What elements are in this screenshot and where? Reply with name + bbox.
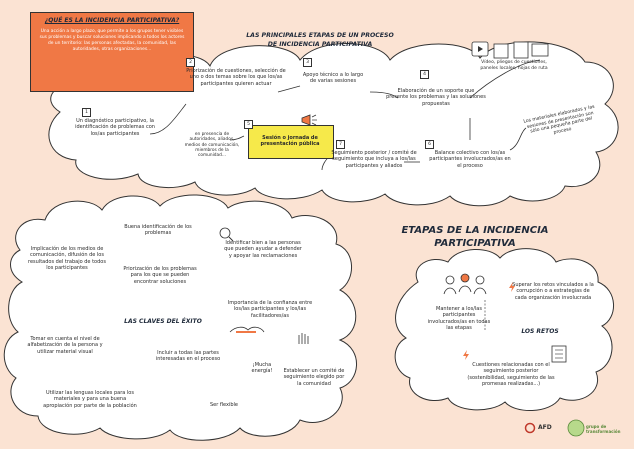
media-note: Vídeo, pliegos de cuestiones, paneles locales, hojas de ruta bbox=[480, 60, 548, 71]
afd-logo-icon bbox=[524, 422, 536, 434]
people-group-icon bbox=[440, 272, 490, 302]
media-icons bbox=[470, 38, 550, 60]
step-5-number: 5 bbox=[244, 120, 253, 129]
raised-hands-icon bbox=[296, 330, 312, 346]
stages-title-line1: ETAPAS DE LA INCIDENCIA bbox=[401, 225, 549, 236]
challenge-involvement: Mantener a los/las participantes involucrados/as en todas las etapas bbox=[427, 306, 491, 331]
magnifier-icon bbox=[218, 226, 234, 242]
step-3-number: 3 bbox=[303, 58, 312, 67]
step-7-number: 7 bbox=[336, 140, 345, 149]
key-local-languages: Utilizar las lenguas locales para los materiales y para una buena apropiación por parte de la población bbox=[43, 390, 137, 409]
challenge-corruption: Superar los retos vinculados a la corrupción o a estrategias de cada organización involucrada bbox=[512, 282, 594, 301]
map-icon bbox=[532, 44, 548, 56]
lightning-icon bbox=[508, 282, 516, 292]
lightning-icon-2 bbox=[462, 350, 470, 360]
process-title-line2: DE INCIDENCIA PARTICIPATIVA bbox=[267, 40, 373, 48]
step-2-text: Priorización de cuestiones, selección de uno o dos temas sobre los que los/as participantes quieren actuar bbox=[186, 68, 286, 87]
process-title-line1: LAS PRINCIPALES ETAPAS DE UN PROCESO bbox=[246, 32, 394, 39]
key-include-stakeholders: Incluir a todas las partes interesadas en el proceso bbox=[155, 350, 221, 363]
step-3-text: Apoyo técnico a lo largo de varias sesiones bbox=[302, 72, 364, 85]
panel-icon bbox=[514, 42, 528, 58]
key-prioritization: Priorización de los problemas para los que se pueden encontrar soluciones bbox=[123, 266, 197, 285]
step-4-number: 4 bbox=[420, 70, 429, 79]
keys-title: LAS CLAVES DEL ÉXITO bbox=[124, 318, 202, 325]
challenge-follow-up: Cuestiones relacionadas con el seguimiento posterior (sostenibilidad, seguimiento de las promesas realizadas...) bbox=[467, 362, 555, 387]
step-1-text: Un diagnóstico participativo, la identificación de problemas con los/as participantes bbox=[75, 118, 155, 137]
intro-box bbox=[30, 12, 194, 92]
key-identify-allies: Identificar bien a las personas que pueden ayudar a defender y apoyar las reclamaciones bbox=[224, 240, 302, 259]
stages-title-line2: PARTICIPATIVA bbox=[434, 238, 516, 249]
key-problem-identification: Buena identificación de los problemas bbox=[124, 224, 192, 237]
key-energy: ¡Mucha energía! bbox=[251, 362, 273, 375]
key-flexible: Ser flexible bbox=[209, 402, 239, 408]
key-trust: Importancia de la confianza entre los/las participantes y los/las facilitadores/as bbox=[227, 300, 313, 319]
step-7-text: Seguimiento posterior / comité de seguimiento que incluya a los/las participantes y aliados bbox=[331, 150, 417, 169]
key-literacy: Tomar en cuenta el nivel de alfabetización de la persona y utilizar material visual bbox=[27, 336, 103, 355]
step-5-text: Sesión o jornada de presentación pública bbox=[260, 135, 320, 148]
document-icon bbox=[494, 44, 508, 58]
step-6-text: Balance colectivo con los/as participantes involucrados/as en el proceso bbox=[429, 150, 511, 169]
partner-logo-icon bbox=[566, 418, 586, 438]
handshake-icon bbox=[226, 318, 266, 340]
challenges-title: LOS RETOS bbox=[521, 328, 559, 335]
afd-logo-text: AFD bbox=[538, 424, 552, 431]
intro-text: Una acción a largo plazo, que permite a los grupos tener visibles sus problemas y buscar soluciones implicando a todos los actores de un territorio: las personas afectadas, la comunidad, las autoridades, otras organizaciones... bbox=[39, 29, 185, 52]
megaphone-icon bbox=[300, 112, 320, 128]
step-4-text: Elaboración de un soporte que presente los problemas y las soluciones propuestas bbox=[386, 88, 486, 107]
audience-note: en presencia de autoridades, aliados, medios de comunicación, miembros de la comunidad... bbox=[184, 132, 240, 159]
step-2-number: 2 bbox=[186, 58, 195, 67]
step-6-number: 6 bbox=[425, 140, 434, 149]
key-committee: Establecer un comité de seguimiento elegido por la comunidad bbox=[283, 368, 345, 387]
step-1-number: 1 bbox=[82, 108, 91, 117]
partner-logo-text: grupo de transformación bbox=[586, 424, 621, 434]
process-title bbox=[220, 32, 420, 49]
materials-note: Los materiales elaborados y las sesiones de presentación son sólo una pequeña parte del proceso bbox=[523, 104, 596, 136]
stages-title bbox=[380, 224, 570, 250]
checklist-icon bbox=[550, 344, 568, 364]
intro-title: ¿QUÉ ES LA INCIDENCIA PARTICIPATIVA? bbox=[44, 17, 180, 24]
key-media: Implicación de los medios de comunicación, difusión de los resultados del trabajo de todos los participantes bbox=[28, 246, 106, 271]
